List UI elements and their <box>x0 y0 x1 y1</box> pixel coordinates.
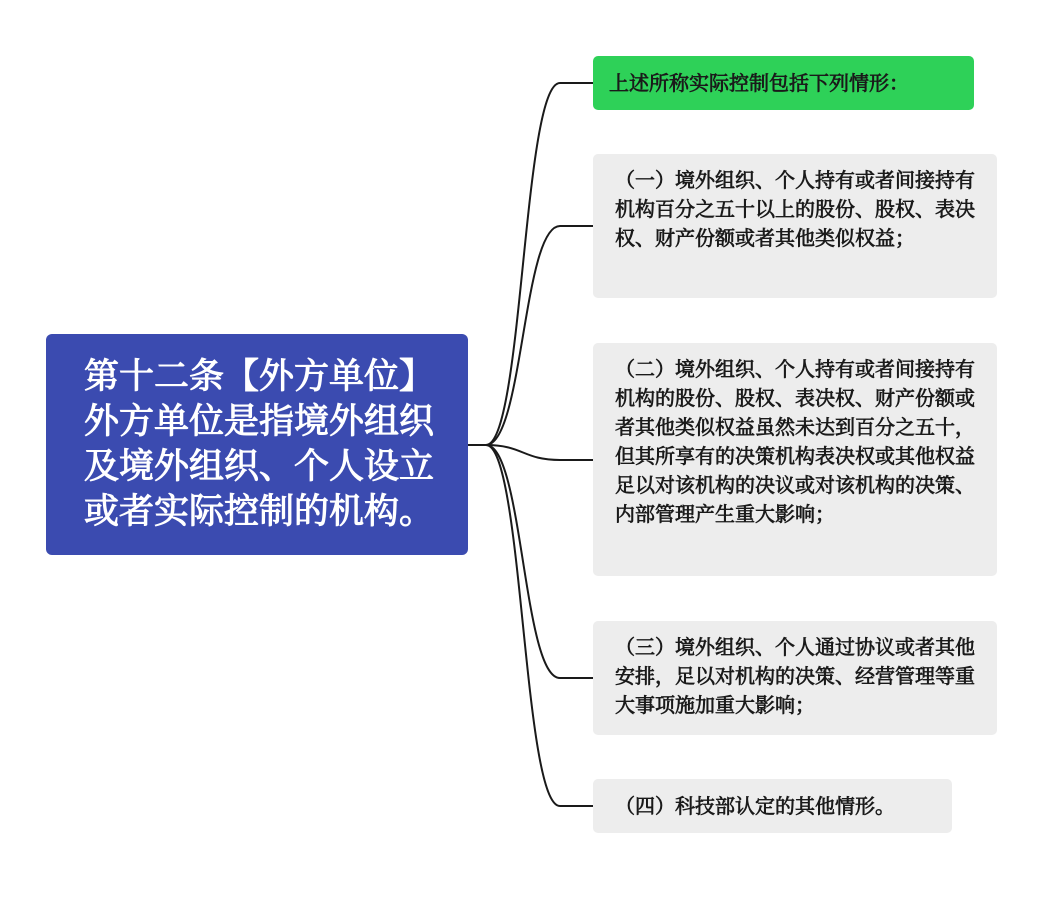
connector-to-node-0 <box>468 83 593 445</box>
connector-to-node-2 <box>468 445 593 460</box>
connector-to-node-4 <box>468 445 593 806</box>
child-node-text: （一）境外组织、个人持有或者间接持有机构百分之五十以上的股份、股权、表决权、财产份额或者其他类似权益； <box>615 168 975 250</box>
connector-to-node-1 <box>468 226 593 445</box>
child-node-case-3[interactable] <box>593 621 997 735</box>
root-node[interactable] <box>46 334 468 555</box>
root-node-text: 第十二条【外方单位】外方单位是指境外组织及境外组织、个人设立或者实际控制的机构。 <box>84 356 435 532</box>
connector-to-node-3 <box>468 445 593 678</box>
child-node-text: 上述所称实际控制包括下列情形： <box>609 70 909 95</box>
child-node-case-2[interactable] <box>593 343 997 576</box>
child-node-text: （四）科技部认定的其他情形。 <box>615 793 895 818</box>
child-node-text: （三）境外组织、个人通过协议或者其他安排，足以对机构的决策、经营管理等重大事项施加重大影响； <box>615 635 975 717</box>
child-node-intro[interactable] <box>593 56 974 110</box>
child-node-text: （二）境外组织、个人持有或者间接持有机构的股份、股权、表决权、财产份额或者其他类似权益虽然未达到百分之五十，但其所享有的决策机构表决权或其他权益足以对该机构的决议或对该机构的决策、内部管理产生重大影响； <box>615 357 975 526</box>
child-node-case-1[interactable] <box>593 154 997 298</box>
child-node-case-4[interactable] <box>593 779 952 833</box>
